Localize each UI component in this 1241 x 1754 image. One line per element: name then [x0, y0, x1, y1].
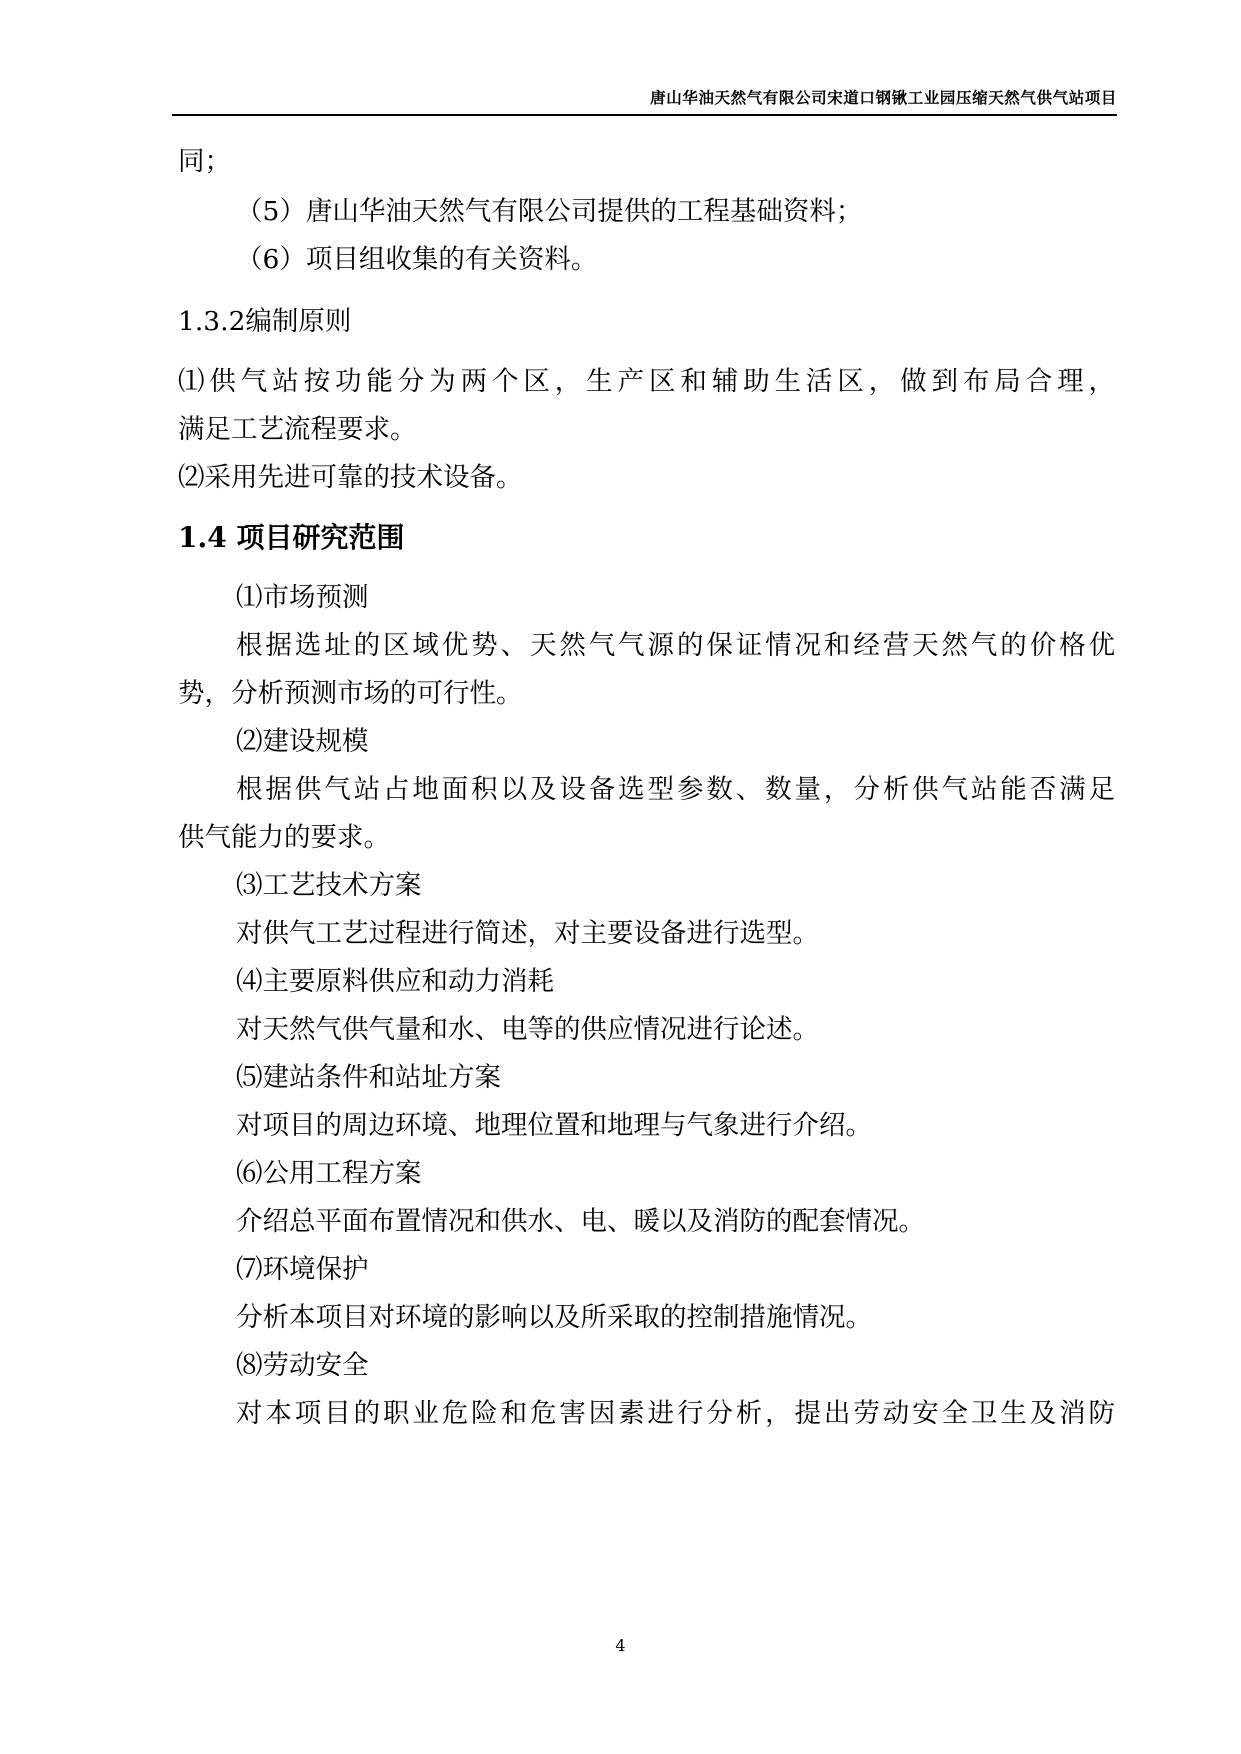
- scope-item-title: ⑸建站条件和站址方案: [236, 1062, 501, 1093]
- principle-item: ⑴供气站按功能分为两个区，生产区和辅助生活区，做到布局合理，: [178, 366, 1115, 397]
- paragraph-line: 供气能力的要求。: [178, 822, 390, 853]
- paragraph-line: 根据供气站占地面积以及设备选型参数、数量，分析供气站能否满足: [236, 774, 1115, 805]
- subsection-title: 1.3.2编制原则: [178, 306, 352, 337]
- scope-item-title: ⑹公用工程方案: [236, 1158, 422, 1189]
- paragraph-line: 根据选址的区域优势、天然气气源的保证情况和经营天然气的价格优: [236, 630, 1115, 661]
- paragraph-line: 对供气工艺过程进行简述，对主要设备进行选型。: [236, 918, 819, 949]
- page-number: 4: [615, 1636, 626, 1655]
- paragraph-line: 对项目的周边环境、地理位置和地理与气象进行介绍。: [236, 1110, 872, 1141]
- header-rule: [172, 114, 1117, 116]
- scope-item-title: ⑻劳动安全: [236, 1350, 369, 1381]
- paragraph-line: 对本项目的职业危险和危害因素进行分析，提出劳动安全卫生及消防: [236, 1398, 1115, 1429]
- running-header: 唐山华油天然气有限公司宋道口钢锹工业园压缩天然气供气站项目: [650, 89, 1117, 107]
- scope-item-title: ⑵建设规模: [236, 726, 369, 757]
- reference-item: （6）项目组收集的有关资料。: [236, 244, 598, 275]
- scope-item-title: ⑴市场预测: [236, 582, 369, 613]
- reference-item: （5）唐山华油天然气有限公司提供的工程基础资料；: [236, 196, 863, 227]
- paragraph-line: 对天然气供气量和水、电等的供应情况进行论述。: [236, 1014, 819, 1045]
- scope-item-title: ⑶工艺技术方案: [236, 870, 422, 901]
- scope-item-title: ⑷主要原料供应和动力消耗: [236, 966, 554, 997]
- scope-item-title: ⑺环境保护: [236, 1254, 369, 1285]
- principle-item: ⑵采用先进可靠的技术设备。: [178, 462, 523, 493]
- section-heading: 1.4 项目研究范围: [178, 521, 405, 554]
- paragraph-line: 介绍总平面布置情况和供水、电、暖以及消防的配套情况。: [236, 1206, 925, 1237]
- paragraph-line: 满足工艺流程要求。: [178, 414, 417, 445]
- paragraph-line: 势，分析预测市场的可行性。: [178, 678, 523, 709]
- paragraph-line: 分析本项目对环境的影响以及所采取的控制措施情况。: [236, 1302, 872, 1333]
- paragraph-line: 同；: [178, 146, 231, 177]
